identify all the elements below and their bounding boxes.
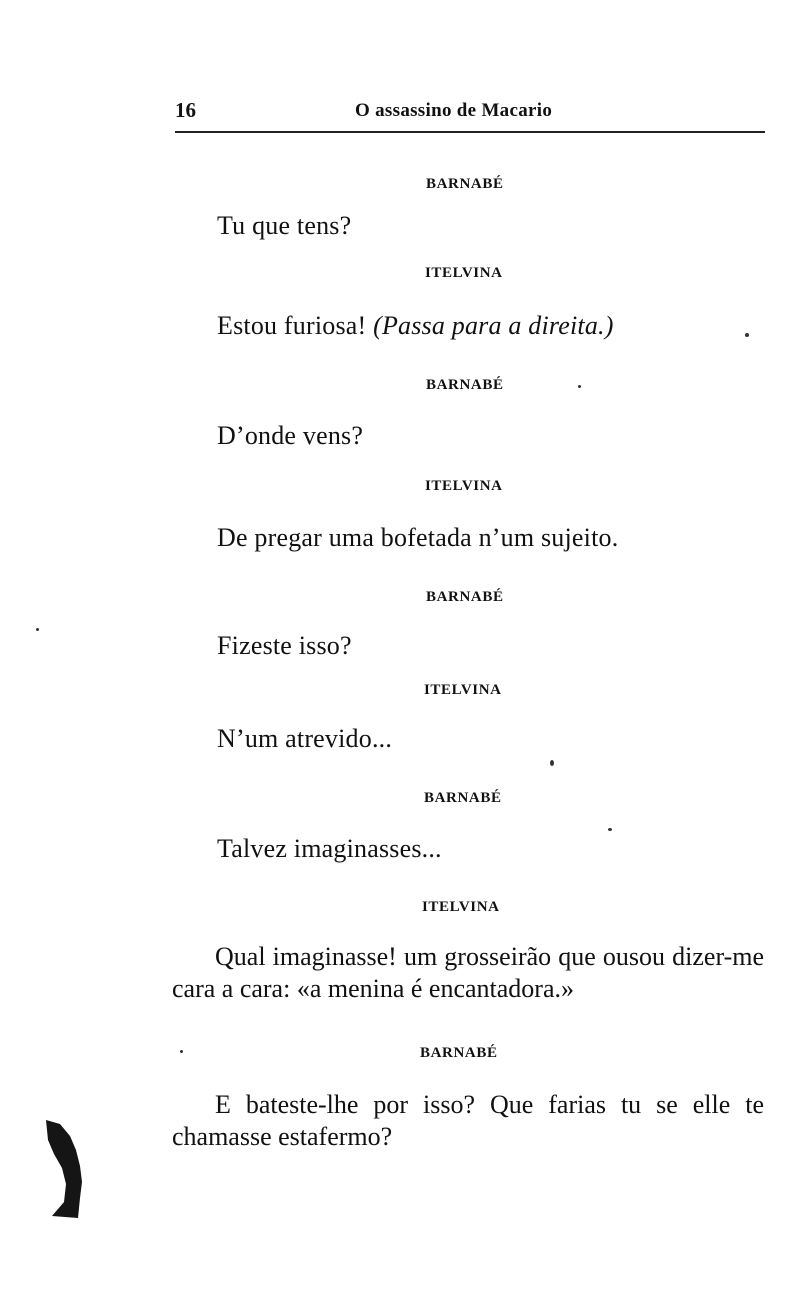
scan-speck bbox=[578, 385, 581, 388]
page-number: 16 bbox=[175, 98, 196, 122]
scan-speck bbox=[180, 1050, 183, 1053]
dialogue-line: N’um atrevido... bbox=[217, 724, 393, 753]
scan-speck bbox=[745, 333, 749, 337]
speaker-name: BARNABÉ bbox=[424, 790, 502, 806]
dialogue-line: Fizeste isso? bbox=[217, 631, 352, 660]
dialogue-line bbox=[217, 311, 614, 341]
dialogue-line: Talvez imaginasses... bbox=[217, 834, 442, 863]
dialogue-line: Tu que tens? bbox=[217, 211, 352, 240]
page-edge-shadow bbox=[44, 1118, 86, 1220]
speaker-name: BARNABÉ bbox=[426, 377, 504, 393]
scan-speck bbox=[608, 828, 612, 831]
dialogue-line: De pregar uma bofetada n’um sujeito. bbox=[217, 523, 619, 552]
dialogue-line: D’onde vens? bbox=[217, 421, 364, 450]
running-title: O assassino de Macario bbox=[355, 100, 553, 121]
speaker-name: BARNABÉ bbox=[426, 176, 504, 192]
dialogue-paragraph: E bateste-lhe por isso? Que farias tu se elle te chamasse estafermo? bbox=[172, 1090, 764, 1151]
speaker-name: BARNABÉ bbox=[420, 1045, 498, 1061]
speaker-name: ITELVINA bbox=[425, 265, 503, 281]
edge-shadow-shape bbox=[46, 1120, 82, 1218]
scan-speck bbox=[550, 760, 554, 766]
speaker-name: ITELVINA bbox=[425, 478, 503, 494]
header-rule bbox=[175, 131, 765, 133]
dialogue-paragraph: Qual imaginasse! um grosseirão que ousou dizer-me cara a cara: «a menina é encantadora.» bbox=[172, 942, 764, 1003]
speaker-name: ITELVINA bbox=[422, 899, 500, 915]
stage-direction: (Passa para a direita.) bbox=[373, 311, 614, 340]
scan-speck bbox=[36, 628, 39, 631]
speaker-name: ITELVINA bbox=[424, 682, 502, 698]
dialogue-text: Estou furiosa! bbox=[217, 311, 367, 340]
speaker-name: BARNABÉ bbox=[426, 589, 504, 605]
